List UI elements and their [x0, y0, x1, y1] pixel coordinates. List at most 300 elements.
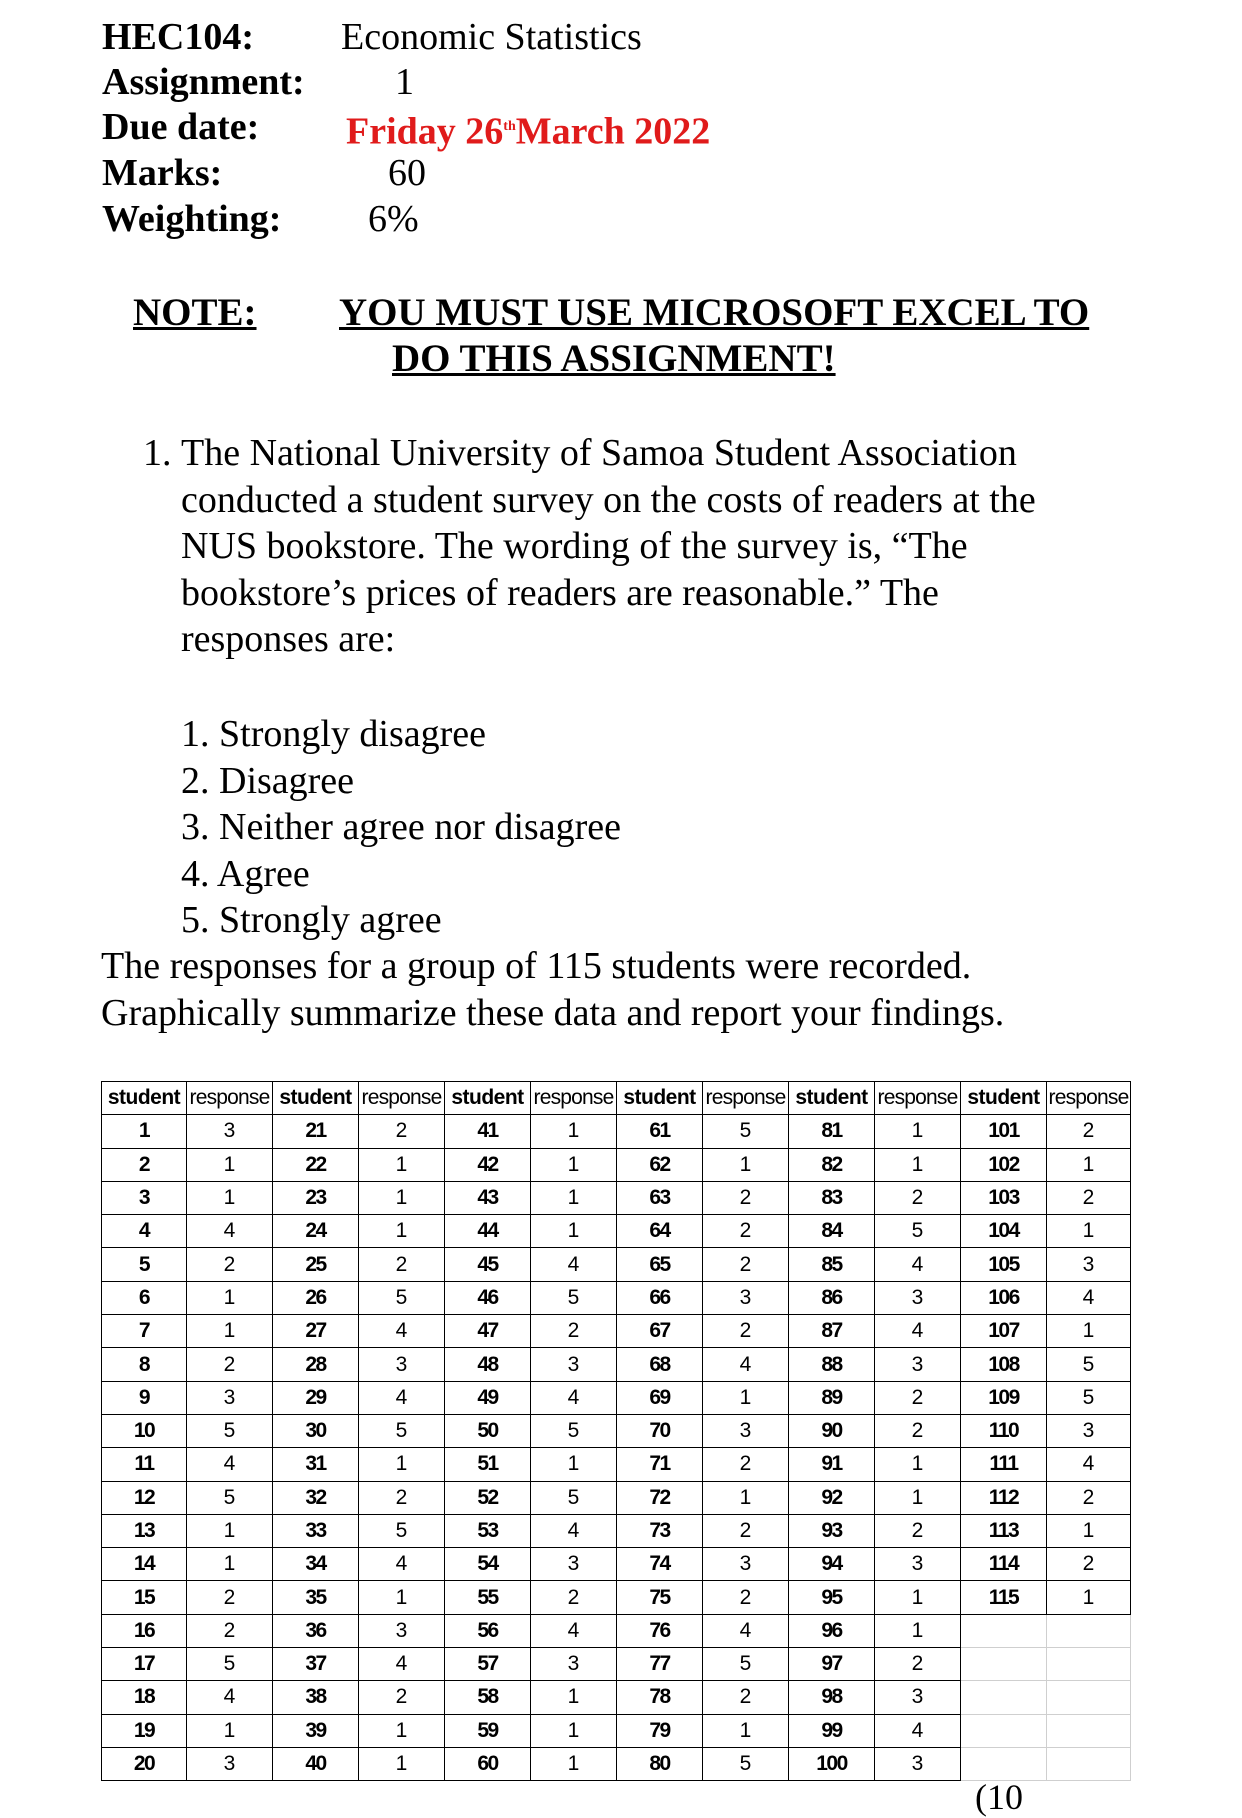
- response-cell: 4: [531, 1381, 617, 1414]
- column-header-student: student: [102, 1082, 187, 1115]
- response-cell: 1: [359, 1714, 445, 1747]
- response-cell: 1: [1047, 1315, 1131, 1348]
- table-row: [102, 1448, 1131, 1481]
- student-id-cell: 102: [961, 1148, 1047, 1181]
- response-cell: 1: [531, 1181, 617, 1214]
- student-id-cell: 111: [961, 1448, 1047, 1481]
- student-id-cell: 13: [102, 1514, 187, 1547]
- student-id-cell: 9: [102, 1381, 187, 1414]
- student-id-cell: 51: [445, 1448, 531, 1481]
- student-id-cell: 32: [273, 1481, 359, 1514]
- response-cell: 2: [875, 1181, 961, 1214]
- table-row: [102, 1381, 1131, 1414]
- response-cell: 3: [875, 1747, 961, 1780]
- survey-responses-table: [101, 1081, 1131, 1781]
- student-id-cell: 59: [445, 1714, 531, 1747]
- table-row: [102, 1581, 1131, 1614]
- response-cell: 2: [531, 1581, 617, 1614]
- response-options: [181, 711, 621, 944]
- student-id-cell: 25: [273, 1248, 359, 1281]
- response-cell: 5: [703, 1648, 789, 1681]
- table-row: [102, 1714, 1131, 1747]
- student-id-cell: 26: [273, 1281, 359, 1314]
- student-id-cell: 54: [445, 1548, 531, 1581]
- weighting-label: Weighting:: [102, 198, 282, 240]
- student-id-cell: 50: [445, 1414, 531, 1447]
- column-header-student: student: [617, 1082, 703, 1115]
- response-cell: 1: [531, 1448, 617, 1481]
- response-cell: 4: [1047, 1448, 1131, 1481]
- student-id-cell: 112: [961, 1481, 1047, 1514]
- response-cell: 2: [703, 1581, 789, 1614]
- response-cell: 4: [875, 1248, 961, 1281]
- student-id-cell: 107: [961, 1315, 1047, 1348]
- student-id-cell: 48: [445, 1348, 531, 1381]
- student-id-cell: 83: [789, 1181, 875, 1214]
- response-cell: 1: [359, 1215, 445, 1248]
- student-id-cell: 67: [617, 1315, 703, 1348]
- student-id-cell: 39: [273, 1714, 359, 1747]
- response-cell: 3: [531, 1348, 617, 1381]
- response-cell: 3: [703, 1548, 789, 1581]
- student-id-cell: 35: [273, 1581, 359, 1614]
- student-id-cell: 28: [273, 1348, 359, 1381]
- student-id-cell: 76: [617, 1614, 703, 1647]
- response-cell: 1: [703, 1481, 789, 1514]
- student-id-cell: 4: [102, 1215, 187, 1248]
- student-id-cell: 37: [273, 1648, 359, 1681]
- response-cell: 1: [531, 1215, 617, 1248]
- student-id-cell: 47: [445, 1315, 531, 1348]
- response-cell: 3: [531, 1548, 617, 1581]
- table-row: [102, 1514, 1131, 1547]
- question-line: NUS bookstore. The wording of the survey is, “The: [181, 525, 968, 567]
- response-cell: 5: [187, 1414, 273, 1447]
- response-cell: 1: [531, 1148, 617, 1181]
- response-cell: 1: [359, 1181, 445, 1214]
- response-cell: 1: [187, 1148, 273, 1181]
- student-id-cell: 19: [102, 1714, 187, 1747]
- student-id-cell: 10: [102, 1414, 187, 1447]
- response-cell: 1: [703, 1148, 789, 1181]
- student-id-cell: 22: [273, 1148, 359, 1181]
- table-row: [102, 1548, 1131, 1581]
- due-date-month-year: March 2022: [515, 110, 711, 153]
- response-cell: [1047, 1747, 1131, 1780]
- response-cell: 2: [1047, 1181, 1131, 1214]
- table-row: [102, 1248, 1131, 1281]
- student-id-cell: 29: [273, 1381, 359, 1414]
- student-id-cell: 87: [789, 1315, 875, 1348]
- student-id-cell: 63: [617, 1181, 703, 1214]
- response-cell: 4: [187, 1448, 273, 1481]
- response-cell: 4: [531, 1514, 617, 1547]
- student-id-cell: 75: [617, 1581, 703, 1614]
- student-id-cell: 8: [102, 1348, 187, 1381]
- student-id-cell: 98: [789, 1681, 875, 1714]
- response-cell: 4: [531, 1248, 617, 1281]
- response-cell: 2: [359, 1681, 445, 1714]
- student-id-cell: 105: [961, 1248, 1047, 1281]
- response-cell: 5: [703, 1747, 789, 1780]
- table-row: [102, 1681, 1131, 1714]
- student-id-cell: 18: [102, 1681, 187, 1714]
- student-id-cell: 15: [102, 1581, 187, 1614]
- question-text: [181, 430, 1036, 663]
- student-id-cell: 33: [273, 1514, 359, 1547]
- student-id-cell: 73: [617, 1514, 703, 1547]
- student-id-cell: 52: [445, 1481, 531, 1514]
- student-id-cell: 40: [273, 1747, 359, 1780]
- student-id-cell: 115: [961, 1581, 1047, 1614]
- student-id-cell: 91: [789, 1448, 875, 1481]
- response-cell: 1: [359, 1581, 445, 1614]
- response-cell: 4: [359, 1381, 445, 1414]
- student-id-cell: 89: [789, 1381, 875, 1414]
- student-id-cell: 7: [102, 1315, 187, 1348]
- student-id-cell: 109: [961, 1381, 1047, 1414]
- student-id-cell: 23: [273, 1181, 359, 1214]
- student-id-cell: 85: [789, 1248, 875, 1281]
- student-id-cell: 31: [273, 1448, 359, 1481]
- table-row: [102, 1281, 1131, 1314]
- response-cell: 2: [875, 1648, 961, 1681]
- response-cell: 4: [359, 1315, 445, 1348]
- question-line: responses are:: [181, 618, 396, 660]
- student-id-cell: 6: [102, 1281, 187, 1314]
- response-option: 5. Strongly agree: [181, 899, 442, 941]
- response-cell: 1: [187, 1315, 273, 1348]
- response-cell: 2: [187, 1348, 273, 1381]
- column-header-response: response: [531, 1082, 617, 1115]
- response-cell: [1047, 1614, 1131, 1647]
- table-row: [102, 1115, 1131, 1148]
- assignment-number: 1: [395, 61, 414, 103]
- table-row: [102, 1215, 1131, 1248]
- student-id-cell: 80: [617, 1747, 703, 1780]
- response-cell: 1: [1047, 1514, 1131, 1547]
- question-line: conducted a student survey on the costs of readers at the: [181, 478, 1036, 521]
- student-id-cell: 36: [273, 1614, 359, 1647]
- response-cell: 5: [359, 1281, 445, 1314]
- student-id-cell: 104: [961, 1215, 1047, 1248]
- student-id-cell: 94: [789, 1548, 875, 1581]
- response-cell: 1: [531, 1714, 617, 1747]
- student-id-cell: 20: [102, 1747, 187, 1780]
- student-id-cell: 46: [445, 1281, 531, 1314]
- column-header-response: response: [703, 1082, 789, 1115]
- student-id-cell: 69: [617, 1381, 703, 1414]
- closing-line: Graphically summarize these data and report your findings.: [101, 991, 1005, 1034]
- response-cell: 1: [187, 1181, 273, 1214]
- student-id-cell: 82: [789, 1148, 875, 1181]
- student-id-cell: 12: [102, 1481, 187, 1514]
- student-id-cell: 97: [789, 1648, 875, 1681]
- assignment-label: Assignment:: [102, 61, 305, 103]
- student-id-cell: 70: [617, 1414, 703, 1447]
- student-id-cell: 71: [617, 1448, 703, 1481]
- response-cell: 2: [703, 1215, 789, 1248]
- student-id-cell: 114: [961, 1548, 1047, 1581]
- response-cell: 2: [359, 1481, 445, 1514]
- column-header-student: student: [789, 1082, 875, 1115]
- due-date-label: Due date:: [102, 106, 260, 148]
- response-cell: 4: [531, 1614, 617, 1647]
- response-cell: 3: [359, 1614, 445, 1647]
- response-cell: 3: [875, 1681, 961, 1714]
- response-cell: 2: [187, 1614, 273, 1647]
- response-cell: 2: [359, 1248, 445, 1281]
- course-label: HEC104:: [102, 16, 254, 58]
- student-id-cell: 43: [445, 1181, 531, 1214]
- student-id-cell: 68: [617, 1348, 703, 1381]
- response-cell: 2: [1047, 1115, 1131, 1148]
- response-cell: 3: [875, 1281, 961, 1314]
- response-cell: [1047, 1681, 1131, 1714]
- table-row: [102, 1414, 1131, 1447]
- student-id-cell: 5: [102, 1248, 187, 1281]
- response-cell: 5: [531, 1281, 617, 1314]
- student-id-cell: 93: [789, 1514, 875, 1547]
- table-header: [102, 1082, 1131, 1115]
- response-cell: 1: [359, 1148, 445, 1181]
- response-cell: 1: [875, 1481, 961, 1514]
- response-cell: 2: [703, 1681, 789, 1714]
- column-header-response: response: [187, 1082, 273, 1115]
- response-cell: 5: [703, 1115, 789, 1148]
- table-row: [102, 1481, 1131, 1514]
- table-row: [102, 1148, 1131, 1181]
- response-cell: 5: [1047, 1381, 1131, 1414]
- student-id-cell: 64: [617, 1215, 703, 1248]
- response-cell: 2: [359, 1115, 445, 1148]
- student-id-cell: 21: [273, 1115, 359, 1148]
- response-cell: 5: [187, 1481, 273, 1514]
- response-cell: 3: [703, 1281, 789, 1314]
- response-cell: 1: [1047, 1581, 1131, 1614]
- student-id-cell: 92: [789, 1481, 875, 1514]
- student-id-cell: 62: [617, 1148, 703, 1181]
- student-id-cell: [961, 1614, 1047, 1647]
- student-id-cell: 86: [789, 1281, 875, 1314]
- student-id-cell: [961, 1648, 1047, 1681]
- student-id-cell: 3: [102, 1181, 187, 1214]
- student-id-cell: 45: [445, 1248, 531, 1281]
- student-id-cell: 61: [617, 1115, 703, 1148]
- response-cell: 4: [875, 1315, 961, 1348]
- response-option: 3. Neither agree nor disagree: [181, 806, 621, 848]
- response-cell: 3: [187, 1381, 273, 1414]
- table-row: [102, 1348, 1131, 1381]
- response-cell: 5: [187, 1648, 273, 1681]
- student-id-cell: 110: [961, 1414, 1047, 1447]
- due-date-day: Friday 26: [346, 110, 504, 153]
- response-cell: 1: [187, 1281, 273, 1314]
- table-row: [102, 1648, 1131, 1681]
- response-cell: 1: [359, 1747, 445, 1780]
- closing-line: The responses for a group of 115 students were recorded.: [101, 945, 972, 987]
- column-header-response: response: [1047, 1082, 1131, 1115]
- note-line-1: YOU MUST USE MICROSOFT EXCEL TO: [339, 291, 1090, 334]
- response-cell: 3: [187, 1115, 273, 1148]
- question-number: 1.: [143, 432, 172, 474]
- response-cell: 2: [187, 1581, 273, 1614]
- column-header-student: student: [445, 1082, 531, 1115]
- student-id-cell: 27: [273, 1315, 359, 1348]
- course-title: Economic Statistics: [341, 16, 642, 58]
- student-id-cell: 11: [102, 1448, 187, 1481]
- student-id-cell: 60: [445, 1747, 531, 1780]
- student-id-cell: 17: [102, 1648, 187, 1681]
- response-cell: 5: [1047, 1348, 1131, 1381]
- response-cell: 3: [359, 1348, 445, 1381]
- response-cell: 2: [703, 1315, 789, 1348]
- marks-value: 60: [388, 152, 426, 194]
- response-cell: 1: [187, 1514, 273, 1547]
- response-cell: 5: [359, 1414, 445, 1447]
- student-id-cell: 95: [789, 1581, 875, 1614]
- response-cell: 4: [703, 1348, 789, 1381]
- response-cell: 4: [359, 1548, 445, 1581]
- response-cell: 4: [187, 1215, 273, 1248]
- response-cell: 2: [875, 1514, 961, 1547]
- table-body: [102, 1115, 1131, 1781]
- student-id-cell: 2: [102, 1148, 187, 1181]
- response-cell: 1: [875, 1581, 961, 1614]
- page-cutoff-text: (10: [975, 1777, 1023, 1817]
- response-cell: 2: [531, 1315, 617, 1348]
- response-cell: 1: [875, 1115, 961, 1148]
- student-id-cell: 16: [102, 1614, 187, 1647]
- response-cell: 1: [359, 1448, 445, 1481]
- student-id-cell: 88: [789, 1348, 875, 1381]
- student-id-cell: 103: [961, 1181, 1047, 1214]
- response-cell: [1047, 1648, 1131, 1681]
- student-id-cell: 49: [445, 1381, 531, 1414]
- student-id-cell: 78: [617, 1681, 703, 1714]
- student-id-cell: [961, 1714, 1047, 1747]
- student-id-cell: 84: [789, 1215, 875, 1248]
- response-cell: 2: [1047, 1481, 1131, 1514]
- student-id-cell: 79: [617, 1714, 703, 1747]
- response-cell: 2: [703, 1514, 789, 1547]
- note-label: NOTE:: [133, 291, 257, 334]
- response-cell: 2: [875, 1381, 961, 1414]
- student-id-cell: 113: [961, 1514, 1047, 1547]
- student-id-cell: 56: [445, 1614, 531, 1647]
- student-id-cell: [961, 1681, 1047, 1714]
- response-cell: 5: [875, 1215, 961, 1248]
- response-cell: 1: [875, 1448, 961, 1481]
- response-cell: 3: [1047, 1414, 1131, 1447]
- student-id-cell: 108: [961, 1348, 1047, 1381]
- response-option: 1. Strongly disagree: [181, 713, 487, 755]
- response-cell: 3: [875, 1548, 961, 1581]
- student-id-cell: 42: [445, 1148, 531, 1181]
- note-line-2: DO THIS ASSIGNMENT!: [392, 337, 836, 380]
- student-id-cell: 30: [273, 1414, 359, 1447]
- response-cell: 1: [531, 1747, 617, 1780]
- response-cell: 3: [531, 1648, 617, 1681]
- question-line: The National University of Samoa Student Association: [181, 432, 1017, 474]
- response-cell: 2: [703, 1248, 789, 1281]
- response-cell: 2: [1047, 1548, 1131, 1581]
- response-cell: 1: [875, 1614, 961, 1647]
- student-id-cell: 34: [273, 1548, 359, 1581]
- response-cell: 1: [1047, 1148, 1131, 1181]
- response-cell: 1: [875, 1148, 961, 1181]
- student-id-cell: 77: [617, 1648, 703, 1681]
- response-cell: 5: [359, 1514, 445, 1547]
- student-id-cell: 99: [789, 1714, 875, 1747]
- response-option: 4. Agree: [181, 852, 310, 895]
- response-cell: 3: [1047, 1248, 1131, 1281]
- response-cell: 2: [703, 1181, 789, 1214]
- response-cell: 1: [1047, 1215, 1131, 1248]
- response-cell: 4: [359, 1648, 445, 1681]
- response-cell: 4: [703, 1614, 789, 1647]
- response-cell: 4: [187, 1681, 273, 1714]
- response-cell: 1: [531, 1115, 617, 1148]
- response-cell: 2: [875, 1414, 961, 1447]
- marks-label: Marks:: [102, 152, 223, 194]
- column-header-student: student: [273, 1082, 359, 1115]
- student-id-cell: 90: [789, 1414, 875, 1447]
- student-id-cell: 44: [445, 1215, 531, 1248]
- response-cell: 1: [187, 1714, 273, 1747]
- student-id-cell: 24: [273, 1215, 359, 1248]
- closing-text: [101, 943, 1004, 1036]
- student-id-cell: 41: [445, 1115, 531, 1148]
- student-id-cell: 57: [445, 1648, 531, 1681]
- header-row: [102, 1082, 1131, 1115]
- response-cell: 2: [703, 1448, 789, 1481]
- student-id-cell: 65: [617, 1248, 703, 1281]
- response-cell: 4: [875, 1714, 961, 1747]
- response-cell: 1: [703, 1381, 789, 1414]
- student-id-cell: 74: [617, 1548, 703, 1581]
- response-cell: 5: [531, 1481, 617, 1514]
- due-date-suffix: th: [503, 119, 516, 134]
- question-line: bookstore’s prices of readers are reasonable.” The: [181, 571, 939, 614]
- response-cell: 3: [187, 1747, 273, 1780]
- response-cell: 2: [187, 1248, 273, 1281]
- table-row: [102, 1614, 1131, 1647]
- response-cell: 3: [703, 1414, 789, 1447]
- student-id-cell: 72: [617, 1481, 703, 1514]
- due-date-value: [346, 104, 710, 155]
- student-id-cell: 58: [445, 1681, 531, 1714]
- table-row: [102, 1181, 1131, 1214]
- response-cell: [1047, 1714, 1131, 1747]
- student-id-cell: 14: [102, 1548, 187, 1581]
- student-id-cell: 1: [102, 1115, 187, 1148]
- response-cell: 1: [703, 1714, 789, 1747]
- column-header-student: student: [961, 1082, 1047, 1115]
- response-cell: 5: [531, 1414, 617, 1447]
- response-cell: 3: [875, 1348, 961, 1381]
- student-id-cell: 100: [789, 1747, 875, 1780]
- column-header-response: response: [359, 1082, 445, 1115]
- student-id-cell: 55: [445, 1581, 531, 1614]
- student-id-cell: 96: [789, 1614, 875, 1647]
- student-id-cell: 81: [789, 1115, 875, 1148]
- table-row: [102, 1315, 1131, 1348]
- student-id-cell: 106: [961, 1281, 1047, 1314]
- response-option: 2. Disagree: [181, 759, 355, 802]
- column-header-response: response: [875, 1082, 961, 1115]
- response-cell: 1: [531, 1681, 617, 1714]
